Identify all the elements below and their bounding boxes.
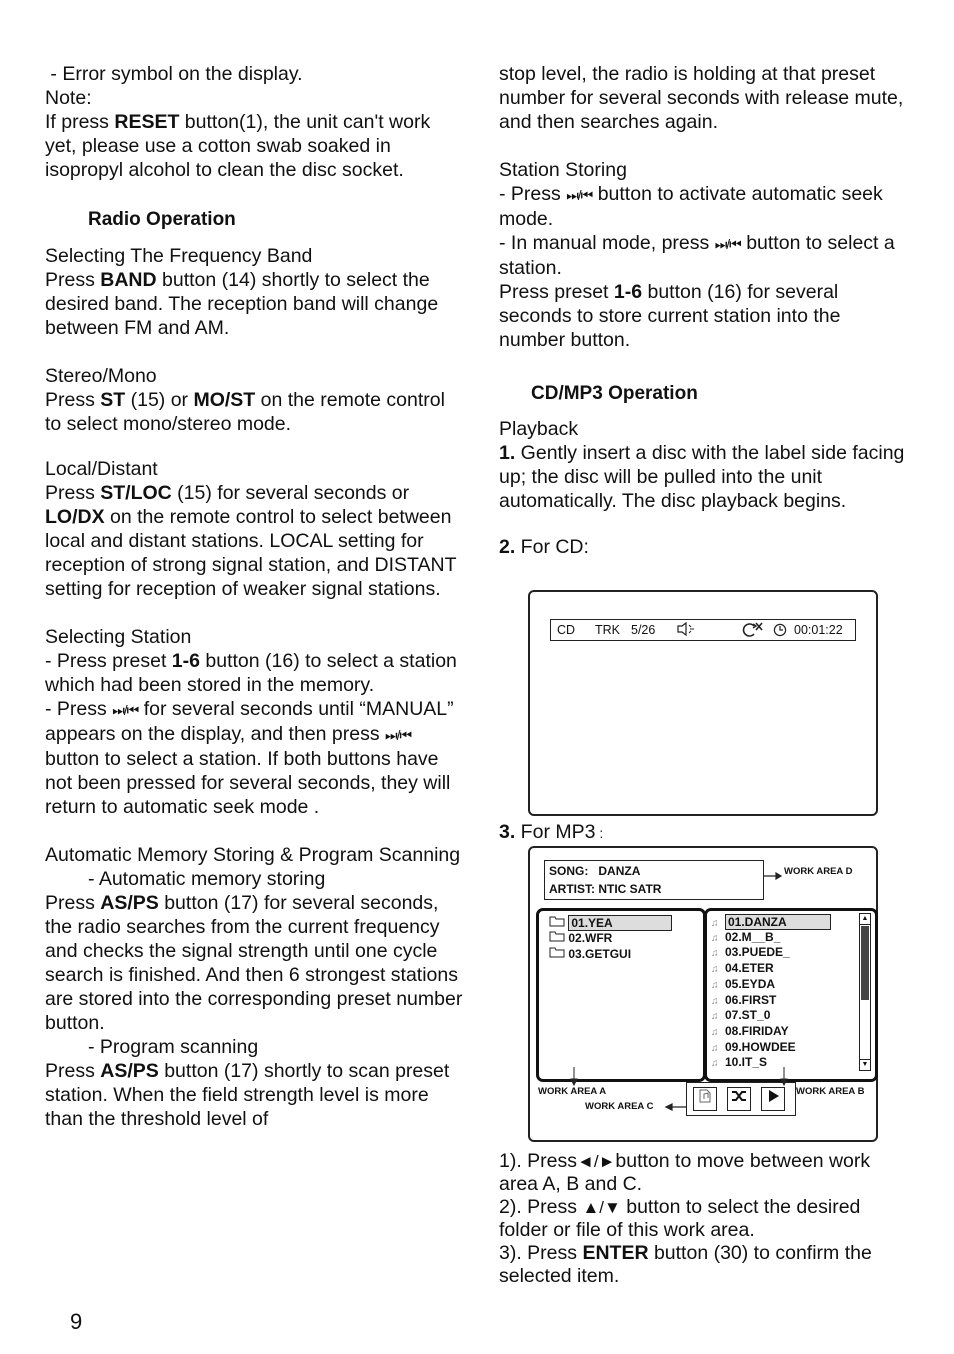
- skip-icon: ⏭/⏮: [714, 236, 741, 252]
- program-scan-text: Press AS/PS button (17) shortly to scan preset station. When the field strength level is more than the threshold level of: [45, 1060, 450, 1130]
- list-item[interactable]: 02.WFR: [549, 930, 612, 944]
- list-item[interactable]: ♫ 03.PUEDE_: [711, 945, 790, 960]
- stereo-title: Stereo/Mono: [45, 365, 157, 387]
- scroll-thumb[interactable]: [861, 926, 869, 1000]
- cd-track-label: TRK: [595, 623, 620, 637]
- work-area-c-label: WORK AREA C: [585, 1101, 654, 1112]
- arrow-right-icon: [764, 872, 784, 880]
- artist-line: ARTIST: NTIC SATR: [549, 882, 662, 896]
- selecting-station-title: Selecting Station: [45, 626, 192, 648]
- playback-step-1: 1. Gently insert a disc with the label side facing up; the disc will be pulled into the unit automatically. The disc playback begins.: [499, 442, 905, 512]
- work-area-d-label: WORK AREA D: [784, 866, 853, 877]
- work-area-b-label: WORK AREA B: [796, 1086, 865, 1097]
- playback-step-2: 2. For CD:: [499, 536, 589, 558]
- program-scan-subtitle: - Program scanning: [88, 1036, 259, 1058]
- work-area-a-folder-list[interactable]: [536, 908, 706, 1082]
- local-title: Local/Distant: [45, 458, 158, 480]
- station-storing-auto: - Press ⏭/⏮ button to activate automatic seek mode.: [499, 183, 883, 230]
- skip-icon: ⏭/⏮: [566, 187, 593, 203]
- music-note-icon: ♫: [711, 964, 719, 976]
- cd-mode: CD: [557, 623, 576, 637]
- song-line: SONG: DANZA: [549, 864, 641, 878]
- page-number: 9: [70, 1309, 83, 1334]
- cd-time: 00:01:22: [794, 623, 843, 637]
- work-area-c-controls[interactable]: [686, 1082, 796, 1116]
- reset-note: If press RESET button(1), the unit can't work yet, please use a cotton swab soaked in isopropyl alcohol to clean the disc socket.: [45, 111, 431, 181]
- note-label: Note:: [45, 87, 92, 109]
- arrow-left-icon: [664, 1103, 686, 1111]
- step-1: 1). Press◄/►button to move between work area A, B and C.: [499, 1150, 871, 1195]
- stop-level-text: stop level, the radio is holding at that preset number for several seconds with release mute, and then searches again.: [499, 63, 904, 133]
- selecting-station-preset: - Press preset 1-6 button (16) to select a station which had been stored in the memory.: [45, 650, 457, 696]
- scroll-up-icon[interactable]: ▲: [860, 914, 870, 925]
- step-3: 3). Press ENTER button (30) to confirm the selected item.: [499, 1242, 872, 1287]
- playback-title: Playback: [499, 418, 579, 440]
- music-note-icon: ♫: [711, 1042, 719, 1054]
- repeat-off-icon: [741, 622, 763, 643]
- music-note-icon: ♫: [711, 948, 719, 960]
- mp3-steps: [499, 1150, 909, 1288]
- music-note-icon: ♫: [711, 995, 719, 1007]
- band-title: Selecting The Frequency Band: [45, 245, 313, 267]
- cd-track-value: 5/26: [631, 623, 656, 637]
- list-item[interactable]: ♫ 02.M__B_: [711, 929, 781, 944]
- speaker-icon: [677, 622, 697, 642]
- auto-memory-title: Automatic Memory Storing & Program Scanning: [45, 844, 461, 866]
- cd-mp3-heading: CD/MP3 Operation: [531, 383, 698, 404]
- cd-display-illustration: [528, 590, 878, 816]
- shuffle-icon[interactable]: [727, 1087, 751, 1111]
- work-area-a-label: WORK AREA A: [538, 1086, 607, 1097]
- station-storing-preset: Press preset 1-6 button (16) for several seconds to store current station into the number button.: [499, 281, 841, 351]
- cd-status-bar: [550, 619, 856, 641]
- list-item[interactable]: ♫ 05.EYDA: [711, 976, 776, 991]
- list-item[interactable]: ♫ 06.FIRST: [711, 992, 777, 1007]
- radio-operation-heading: Radio Operation: [88, 209, 236, 230]
- list-item[interactable]: 03.GETGUI: [549, 946, 631, 960]
- band-text: Press BAND button (14) shortly to select the desired band. The reception band will change between FM and AM.: [45, 269, 439, 339]
- up-down-arrows-icon: ▲/▼: [582, 1198, 621, 1217]
- stereo-text: Press ST (15) or MO/ST on the remote control to select mono/stereo mode.: [45, 389, 445, 435]
- music-note-icon: ♫: [711, 1011, 719, 1023]
- folder-icon: [549, 930, 565, 942]
- music-note-icon: ♫: [711, 1058, 719, 1070]
- music-note-icon: ♫: [711, 979, 719, 991]
- list-item[interactable]: ♫ 04.ETER: [711, 961, 774, 976]
- right-column: [499, 62, 909, 559]
- work-area-b-file-list[interactable]: [704, 908, 878, 1082]
- playback-step-3: 3. For MP3 :: [499, 821, 604, 843]
- open-folder-icon: [549, 915, 565, 927]
- skip-icon: ⏭/⏮: [385, 727, 412, 743]
- song-info-box: [544, 860, 764, 900]
- mp3-display-illustration: [528, 846, 878, 1142]
- auto-memory-subtitle: - Automatic memory storing: [88, 868, 326, 890]
- skip-icon: ⏭/⏮: [112, 702, 139, 718]
- music-note-icon: ♫: [711, 918, 719, 929]
- left-right-arrows-icon: ◄/►: [577, 1152, 616, 1171]
- list-item[interactable]: ♫ 08.FIRIDAY: [711, 1023, 789, 1038]
- step-2: 2). Press ▲/▼ button to select the desired folder or file of this work area.: [499, 1196, 861, 1241]
- selecting-station-manual: - Press ⏭/⏮ for several seconds until “MANUAL” appears on the display, and then press ⏭/⏮ button to select a station. If both buttons have not been pressed for several seconds, they will return to automatic seek mode .: [45, 698, 454, 818]
- local-text: Press ST/LOC (15) for several seconds or LO/DX on the remote control to select between local and distant stations. LOCAL setting for reception of strong signal station, and DISTANT setting for reception of weaker signal stations.: [45, 482, 457, 600]
- folder-icon: [549, 946, 565, 958]
- clock-icon: [773, 623, 787, 643]
- auto-memory-text: Press AS/PS button (17) for several seconds, the radio searches from the current frequency and checks the signal strength until one cycle search is finished. And then 6 strongest stations are stored into the corresponding preset number button.: [45, 892, 463, 1034]
- music-file-icon[interactable]: [693, 1087, 717, 1111]
- list-item[interactable]: ♫ 10.IT_S: [711, 1055, 768, 1070]
- music-note-icon: ♫: [711, 1026, 719, 1038]
- list-item[interactable]: ♫ 07.ST_0: [711, 1008, 771, 1023]
- list-item[interactable]: ♫ 09.HOWDEE: [711, 1039, 796, 1054]
- play-icon[interactable]: [761, 1087, 785, 1111]
- scrollbar[interactable]: [859, 913, 871, 1071]
- left-column: [45, 62, 465, 1131]
- scroll-down-icon[interactable]: ▼: [861, 1061, 869, 1068]
- station-storing-manual: - In manual mode, press ⏭/⏮ button to select a station.: [499, 232, 895, 279]
- arrow-down-icon: [570, 1067, 578, 1087]
- music-note-icon: ♫: [711, 932, 719, 944]
- list-item[interactable]: ♫ 01.DANZA: [711, 914, 831, 928]
- error-line: - Error symbol on the display.: [50, 63, 303, 85]
- station-storing-title: Station Storing: [499, 159, 627, 181]
- list-item[interactable]: 01.YEA: [549, 915, 672, 929]
